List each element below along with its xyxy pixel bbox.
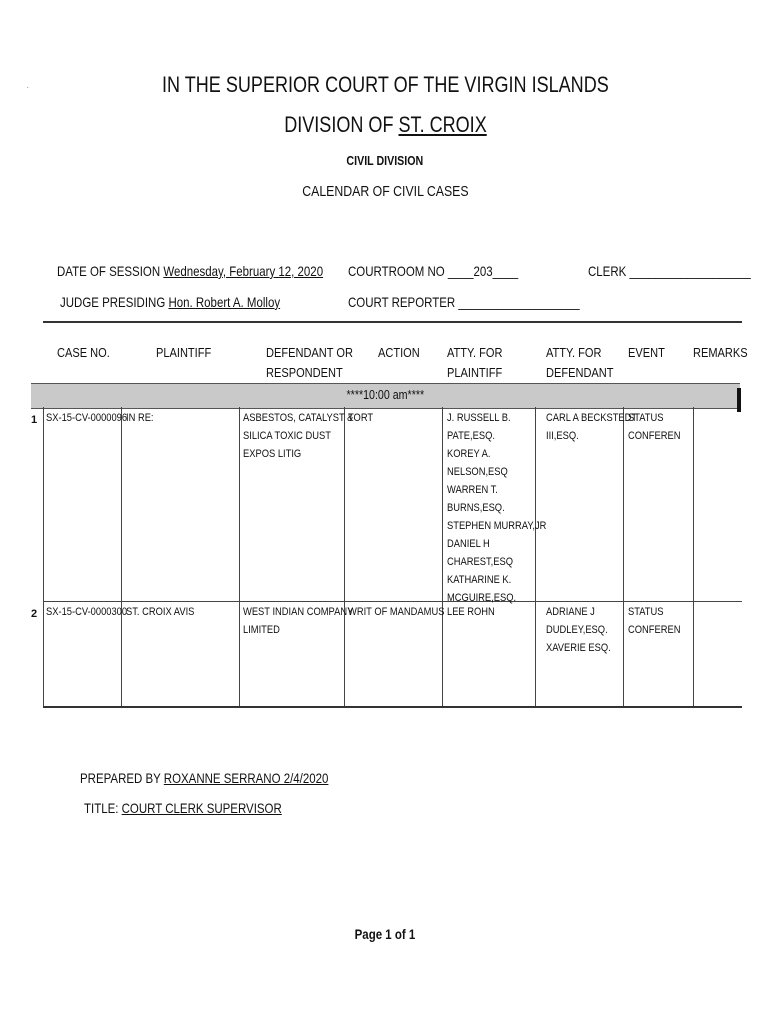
defendant-name: WEST INDIAN COMPANY LIMITED (243, 606, 354, 636)
time-slot-label: ****10:00 am**** (346, 387, 425, 402)
civil-division-heading: CIVIL DIVISION (346, 153, 424, 168)
plaintiff-name: IN RE: (126, 412, 154, 424)
grid-line (442, 407, 443, 707)
col-plaintiff: PLAINTIFF (156, 345, 212, 360)
row-separator (43, 601, 742, 602)
col-defendant: DEFENDANT OR RESPONDENT (266, 345, 353, 380)
col-action: ACTION (378, 345, 420, 360)
col-remarks: REMARKS (693, 345, 748, 360)
preparer-title: TITLE: COURT CLERK SUPERVISOR (84, 800, 282, 816)
event-type: STATUS CONFEREN (628, 606, 681, 636)
row-number: 2 (31, 608, 38, 620)
time-slot-bar (31, 383, 740, 409)
page-number: Page 1 of 1 (354, 926, 416, 942)
calendar-heading: CALENDAR OF CIVIL CASES (301, 183, 469, 200)
session-date: DATE OF SESSION Wednesday, February 12, 2020 (57, 263, 324, 279)
col-event: EVENT (628, 345, 665, 360)
action-type: TORT (348, 412, 374, 424)
stray-mark: . (27, 84, 29, 90)
division-title: DIVISION OF ST. CROIX (283, 112, 487, 137)
row-number: 1 (31, 414, 38, 426)
action-type: WRIT OF MANDAMUS (348, 606, 445, 618)
defendant-attorneys: CARL A BECKSTEDT III,ESQ. (546, 412, 638, 442)
header-divider (43, 321, 742, 323)
courtroom-number: COURTROOM NO ____203____ (348, 263, 519, 279)
col-atty-defendant: ATTY. FOR DEFENDANT (546, 345, 614, 380)
judge-presiding: JUDGE PRESIDING Hon. Robert A. Molloy (60, 294, 281, 310)
plaintiff-attorneys: J. RUSSELL B. PATE,ESQ. KOREY A. NELSON,ESQ WARREN T. BURNS,ESQ. STEPHEN MURRAY,JR DANIEL H CHAREST,ESQ KATHARINE K. MCGUIRE,ESQ. (447, 412, 547, 604)
court-reporter-field: COURT REPORTER ___________________ (348, 294, 580, 310)
case-number: SX-15-CV-0000300 (46, 606, 128, 618)
grid-line (121, 407, 122, 707)
grid-line (43, 407, 44, 707)
plaintiff-name: ST. CROIX AVIS (126, 606, 195, 618)
case-number: SX-15-CV-0000096 (46, 412, 128, 424)
col-atty-plaintiff: ATTY. FOR PLAINTIFF (447, 345, 503, 380)
defendant-attorneys: ADRIANE J DUDLEY,ESQ. XAVERIE ESQ. (546, 606, 611, 654)
clerk-field: CLERK ___________________ (588, 263, 751, 279)
defendant-name: ASBESTOS, CATALYST & SILICA TOXIC DUST EXPOS LITIG (243, 412, 354, 460)
division-place: ST. CROIX (398, 112, 487, 137)
table-bottom-line (43, 706, 742, 708)
grid-line (693, 407, 694, 707)
court-title: IN THE SUPERIOR COURT OF THE VIRGIN ISLANDS (161, 72, 609, 97)
prepared-by: PREPARED BY ROXANNE SERRANO 2/4/2020 (80, 770, 329, 786)
col-case-no: CASE NO. (57, 345, 110, 360)
plaintiff-attorneys: LEE ROHN (447, 606, 495, 618)
time-slot-bar-edge (737, 388, 741, 412)
grid-line (623, 407, 624, 707)
grid-line (239, 407, 240, 707)
event-type: STATUS CONFEREN (628, 412, 681, 442)
